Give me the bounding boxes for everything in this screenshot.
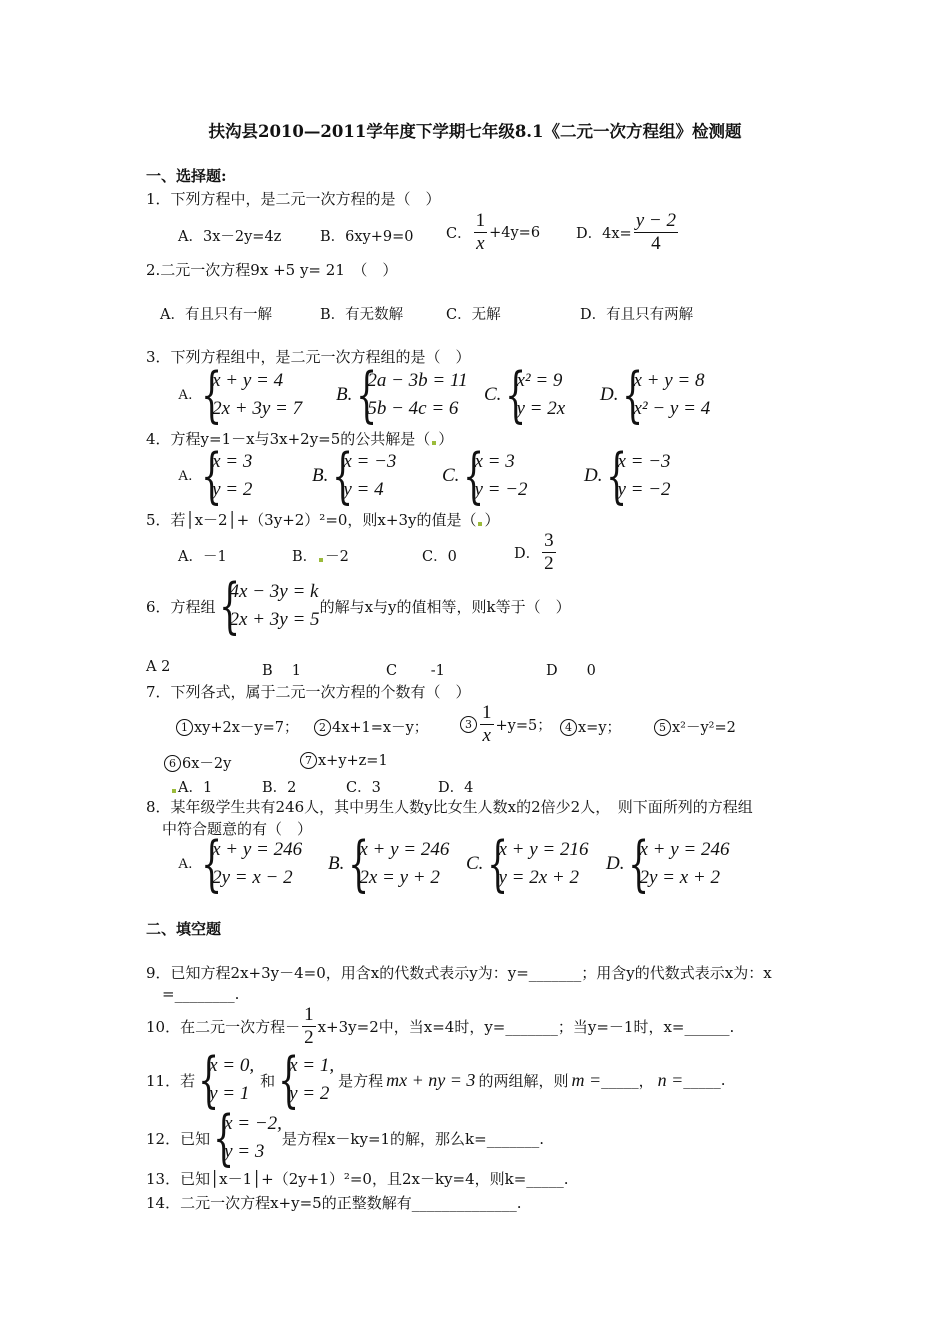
q2-stem: 2.二元一次方程9x +5 y= 21 （ ） xyxy=(146,261,398,279)
q7-item-5: 5 x²－y²=2 xyxy=(654,716,736,737)
q8-option-a: A. { x + y = 246 2y = x − 2 xyxy=(178,829,303,899)
q7-option-b: B．2 xyxy=(262,780,297,796)
q8-option-b: B. { x + y = 246 2x = y + 2 xyxy=(328,829,450,899)
q7-option-c: C．3 xyxy=(346,780,381,796)
q7-item-2: 2 4x+1=x－y； xyxy=(314,716,428,737)
q8-option-c: C. { x + y = 216 y = 2x + 2 xyxy=(466,829,589,899)
marker-dot xyxy=(432,441,436,445)
q7-stem: 7．下列各式，属于二元一次方程的个数有（ ） xyxy=(146,683,471,701)
q6-option-d: D 0 xyxy=(546,663,596,679)
q2-option-c: C．无解 xyxy=(446,307,501,323)
q7-item-1: 1 xy+2x－y=7； xyxy=(176,716,299,737)
q2-option-b: B．有无数解 xyxy=(320,307,404,323)
q3-option-b: B. { 2a − 3b = 11 5b − 4c = 6 xyxy=(336,360,468,430)
q9-line2: =________. xyxy=(162,985,240,1003)
q6-question: 6．方程组 { 4x − 3y = k 2x + 3y = 5 的解与x与y的值相等，则k等于（ ） xyxy=(146,571,571,641)
q4-option-a: A. { x = 3 y = 2 xyxy=(178,441,253,511)
q7-item-6: 6 6x－2y xyxy=(164,752,231,773)
marker-dot xyxy=(319,558,323,562)
q3-stem: 3．下列方程组中，是二元一次方程组的是（ ） xyxy=(146,348,471,366)
q8-stem-line2: 中符合题意的有（ ） xyxy=(162,820,313,838)
q10-question: 10．在二元一次方程－ $\frac{1}{2}$ x+3y=2中，当x=4时，y=_______；当y=－1时，x=______. xyxy=(146,1004,735,1048)
q3-option-c: C. { x² = 9 y = 2x xyxy=(484,360,566,430)
q7-option-d: D．4 xyxy=(438,780,474,796)
q11-question: 11．若 { x = 0, y = 1 和 { x = 1, y = 2 是方程 mx + ny = 3 的两组解，则 m = _____ ， n = _____. xyxy=(146,1045,726,1115)
section-heading-fill: 二、填空题 xyxy=(146,920,222,938)
q14-question: 14．二元一次方程x+y=5的正整数解有______________. xyxy=(146,1194,522,1212)
q7-option-a: A．1 xyxy=(170,776,212,797)
q5-option-b: B． －2 xyxy=(292,549,349,565)
q7-item-4: 4 x=y； xyxy=(560,716,621,737)
q2-option-d: D．有且只有两解 xyxy=(580,307,694,323)
q1-stem: 1．下列方程中，是二元一次方程的是（ ） xyxy=(146,190,441,208)
marker-dot xyxy=(172,789,176,793)
q7-item-7: 7 x+y+z=1 xyxy=(300,752,388,769)
q2-option-a: A．有且只有一解 xyxy=(160,307,272,323)
q13-question: 13．已知│x－1│+（2y+1）²=0，且2x－ky=4，则k=_____. xyxy=(146,1170,569,1188)
q5-stem: 5．若│x－2│+（3y+2）²=0，则x+3y的值是（ ） xyxy=(146,511,500,529)
q4-option-b: B. { x = −3 y = 4 xyxy=(312,441,397,511)
q5-option-d: D． $\frac{3}{2}$ xyxy=(514,530,554,574)
marker-dot xyxy=(478,522,482,526)
q8-option-d: D. { x + y = 246 2y = x + 2 xyxy=(606,829,730,899)
q1-option-c: C． $\frac{1}{x}$ +4y=6 xyxy=(446,210,541,254)
q3-option-a: A. { x + y = 4 2x + 3y = 7 xyxy=(178,360,303,430)
q8-stem-line1: 8．某年级学生共有246人，其中男生人数y比女生人数x的2倍少2人， 则下面所列的方程组 xyxy=(146,798,753,816)
q3-option-d: D. { x + y = 8 x² − y = 4 xyxy=(600,360,711,430)
page-title: 扶沟县2010—2011学年度下学期七年级8.1《二元一次方程组》检测题 xyxy=(208,122,742,141)
q6-option-b: B 1 xyxy=(262,663,301,679)
q1-option-b: B．6xy+9=0 xyxy=(320,229,414,245)
q7-item-3: 3 $\frac{1}{x}$ +y=5； xyxy=(460,702,552,747)
q4-option-d: D. { x = −3 y = −2 xyxy=(584,441,671,511)
q6-option-a: A 2 xyxy=(146,659,171,675)
section-heading-choice: 一、选择题: xyxy=(146,167,227,185)
q5-option-c: C．0 xyxy=(422,549,457,565)
q5-option-a: A．－1 xyxy=(178,549,227,565)
q1-option-d: D．4x= $\frac{y - 2}{4}$ xyxy=(576,210,676,254)
q12-question: 12．已知 { x = −2, y = 3 是方程x－ky=1的解，那么k=_______. xyxy=(146,1103,544,1173)
q4-stem: 4．方程y=1－x与3x+2y=5的公共解是（ ） xyxy=(146,430,454,448)
q9-line1: 9．已知方程2x+3y－4=0，用含x的代数式表示y为：y=_______；用含y的代数式表示x为：x xyxy=(146,964,772,982)
q1-option-a: A．3x－2y=4z xyxy=(178,229,282,245)
q4-option-c: C. { x = 3 y = −2 xyxy=(442,441,528,511)
q6-option-c: C -1 xyxy=(386,663,445,679)
